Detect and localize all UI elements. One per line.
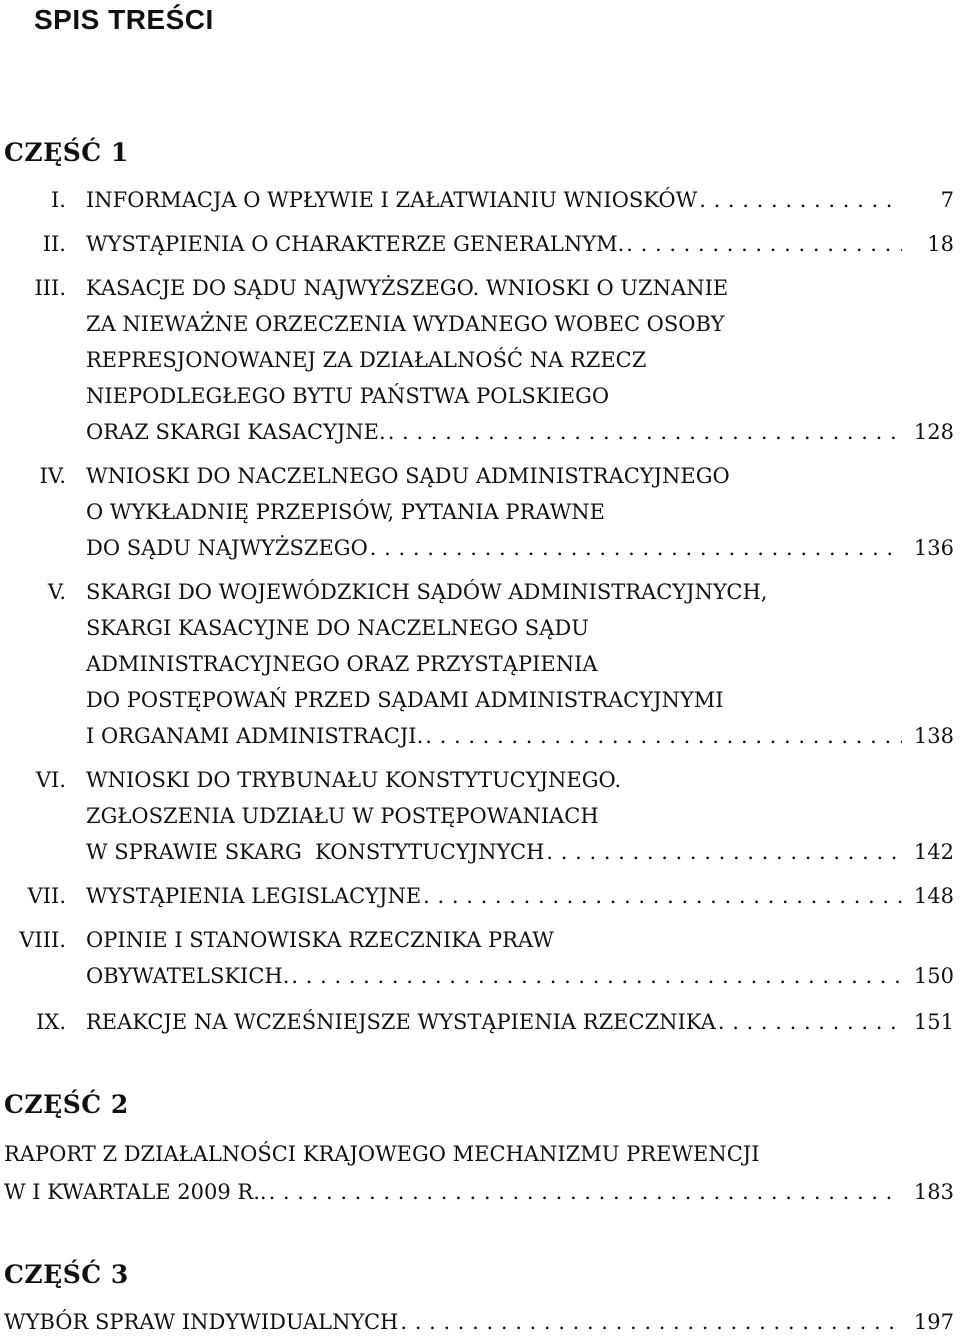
toc-entry-title-line: OPINIE I STANOWISKA RZECZNIKA PRAW <box>86 928 554 952</box>
dot-leader <box>269 1174 902 1210</box>
dot-leader <box>370 530 902 566</box>
toc-entry-title: INFORMACJA O WPŁYWIE I ZAŁATWIANIU WNIOSKÓW <box>86 182 699 218</box>
dot-leader <box>400 1304 902 1340</box>
part-3-heading: CZĘŚĆ 3 <box>4 1260 129 1289</box>
part-1-heading: CZĘŚĆ 1 <box>4 138 129 167</box>
toc-page-number: 150 <box>913 964 954 988</box>
toc-page-number: 151 <box>913 1010 954 1034</box>
toc-entry-title-line: WNIOSKI DO TRYBUNAŁU KONSTYTUCYJNEGO. <box>86 768 622 792</box>
toc-entry-title-line: I ORGANAMI ADMINISTRACJI. <box>86 718 425 754</box>
toc-entry-number: V. <box>47 580 66 604</box>
dot-leader <box>626 226 902 262</box>
page-title: SPIS TREŚCI <box>34 4 214 35</box>
dot-leader <box>291 958 902 994</box>
toc-entry-number: II. <box>42 232 66 256</box>
dot-leader <box>425 718 902 754</box>
dot-leader <box>388 414 902 450</box>
toc-entry-title-line: W SPRAWIE SKARG KONSTYTUCYJNYCH <box>86 834 546 870</box>
toc-entry-title-line: NIEPODLEGŁEGO BYTU PAŃSTWA POLSKIEGO <box>86 384 610 408</box>
toc-entry-number: VI. <box>35 768 66 792</box>
toc-page-number: 7 <box>940 188 954 212</box>
toc-entry-title-line: SKARGI KASACYJNE DO NACZELNEGO SĄDU <box>86 616 589 640</box>
toc-entry-title-line: O WYKŁADNIĘ PRZEPISÓW, PYTANIA PRAWNE <box>86 500 605 524</box>
toc-entry-title-line: ZA NIEWAŻNE ORZECZENIA WYDANEGO WOBEC OSOBY <box>86 312 725 336</box>
toc-entry-title-line: RAPORT Z DZIAŁALNOŚCI KRAJOWEGO MECHANIZMU PREWENCJI <box>4 1142 760 1166</box>
toc-entry-7[interactable] <box>0 878 954 914</box>
part-2-heading: CZĘŚĆ 2 <box>4 1090 129 1119</box>
toc-entry-title-line: DO POSTĘPOWAŃ PRZED SĄDAMI ADMINISTRACYJNYMI <box>86 688 724 712</box>
toc-page-number: 142 <box>913 840 954 864</box>
toc-entry-title: WYSTĄPIENIA LEGISLACYJNE <box>86 878 423 914</box>
toc-entry-number: I. <box>51 188 66 212</box>
toc-entry-title-line: ZGŁOSZENIA UDZIAŁU W POSTĘPOWANIACH <box>86 804 599 828</box>
toc-entry-title-line: DO SĄDU NAJWYŻSZEGO <box>86 530 370 566</box>
toc-entry-title-line: ORAZ SKARGI KASACYJNE. <box>86 414 388 450</box>
dot-leader <box>423 878 902 914</box>
toc-page-number: 18 <box>927 232 954 256</box>
toc-page-number: 136 <box>913 536 954 560</box>
toc-page-number: 197 <box>913 1310 954 1334</box>
toc-entry-number: VIII. <box>19 928 66 952</box>
toc-page-number: 183 <box>913 1180 954 1204</box>
toc-entry-9[interactable] <box>0 1004 954 1040</box>
toc-entry-title-line: OBYWATELSKICH. <box>86 958 291 994</box>
toc-entry-title-line: SKARGI DO WOJEWÓDZKICH SĄDÓW ADMINISTRACYJNYCH, <box>86 580 768 604</box>
dot-leader <box>699 182 902 218</box>
toc-entry-title: REAKCJE NA WCZEŚNIEJSZE WYSTĄPIENIA RZECZNIKA <box>86 1004 718 1040</box>
toc-entry-title-line: ADMINISTRACYJNEGO ORAZ PRZYSTĄPIENIA <box>86 652 598 676</box>
toc-entry-title-line: WNIOSKI DO NACZELNEGO SĄDU ADMINISTRACYJNEGO <box>86 464 730 488</box>
toc-entry-title-line: W I KWARTALE 2009 R.. <box>4 1180 267 1204</box>
toc-page-number: 138 <box>913 724 954 748</box>
toc-entry-number: III. <box>34 276 66 300</box>
toc-entry-number: VII. <box>27 884 66 908</box>
toc-entry-title-line: REPRESJONOWANEJ ZA DZIAŁALNOŚĆ NA RZECZ <box>86 348 647 372</box>
toc-entry-title-line: WYBÓR SPRAW INDYWIDUALNYCH <box>4 1310 399 1334</box>
toc-page-number: 148 <box>913 884 954 908</box>
toc-entry-title: WYSTĄPIENIA O CHARAKTERZE GENERALNYM. <box>86 226 626 262</box>
dot-leader <box>546 834 902 870</box>
toc-entry-title-line: KASACJE DO SĄDU NAJWYŻSZEGO. WNIOSKI O UZNANIE <box>86 276 729 300</box>
dot-leader <box>718 1004 902 1040</box>
toc-entry-2[interactable] <box>0 226 954 262</box>
toc-page-number: 128 <box>913 420 954 444</box>
toc-entry-number: IV. <box>39 464 66 488</box>
toc-entry-1[interactable] <box>0 182 954 218</box>
toc-entry-number: IX. <box>36 1010 66 1034</box>
